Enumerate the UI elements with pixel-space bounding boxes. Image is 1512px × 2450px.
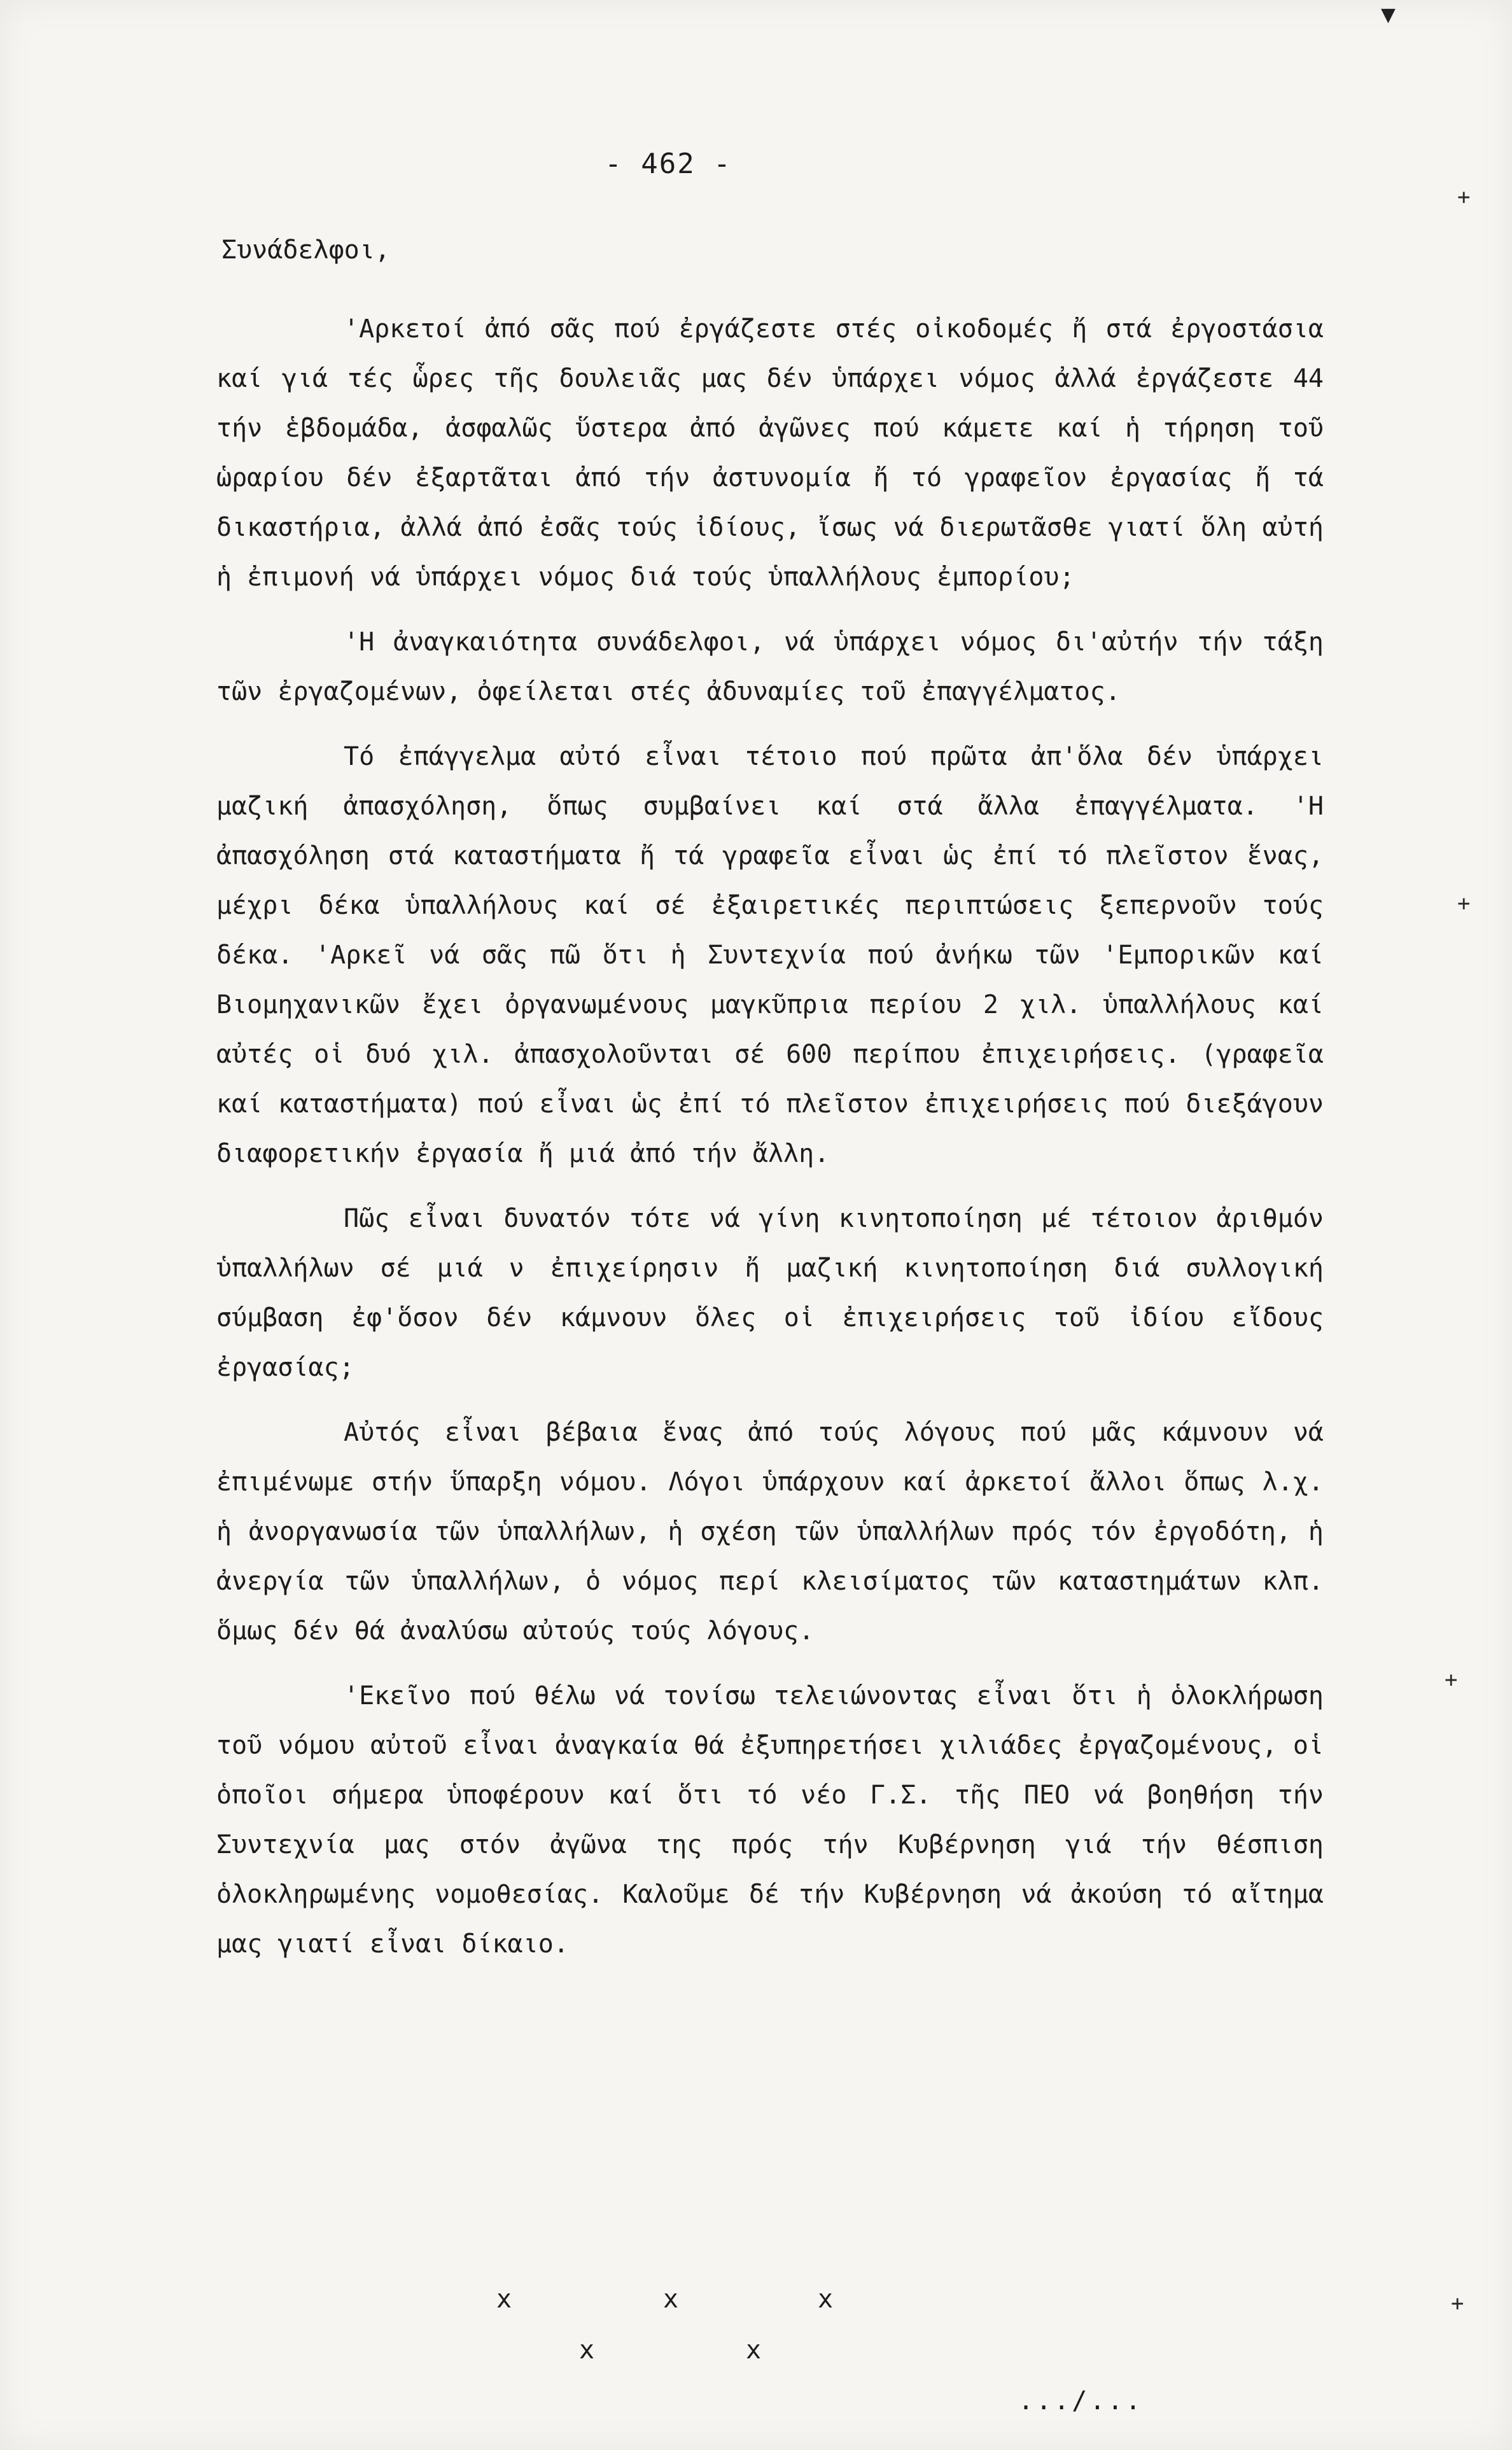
scan-speck: + [1445, 1667, 1458, 1693]
paragraph: 'Η ἀναγκαιότητα συνάδελφοι, νά ὑπάρχει νόμος δι'αὐτήν τήν τάξη τῶν ἐργαζομένων, ὀφείλεται στές ἀδυναμίες τοῦ ἐπαγγέλματος. [216, 627, 1324, 706]
paragraph: Τό ἐπάγγελμα αὐτό εἶναι τέτοιο πού πρῶτα ἀπ'ὅλα δέν ὑπάρχει μαζική ἀπασχόληση, ὅπως συμβαίνει καί στά ἄλλα ἐπαγγέλματα. 'Η ἀπασχόληση στά καταστήματα ἤ τά γραφεῖα εἶναι ὡς ἐπί τό πλεῖστον ἕνας, μέχρι δέκα ὑπαλλήλους καί σέ ἐξαιρετικές περιπτώσεις ξεπερνοῦν τούς δέκα. 'Αρκεῖ νά σᾶς πῶ ὅτι ἡ Συντεχνία πού ἀνήκω τῶν 'Εμπορικῶν καί Βιομηχανικῶν ἔχει ὀργανωμένους μαγκῦπρια περίου 2 χιλ. ὑπαλλήλους καί αὐτές οἱ δυό χιλ. ἀπασχολοῦνται σέ 600 περίπου ἐπιχειρήσεις. (γραφεῖα καί καταστήματα) πού εἶναι ὡς ἐπί τό πλεῖστον ἐπιχειρήσεις πού διεξάγουν διαφορετικήν ἐργασία ἤ μιά ἀπό τήν ἄλλη. [216, 742, 1324, 1168]
separator-mark: x [663, 2285, 679, 2314]
scan-speck: + [1457, 185, 1471, 210]
page-number: - 462 - [605, 148, 732, 180]
paragraph: Αὐτός εἶναι βέβαια ἕνας ἀπό τούς λόγους πού μᾶς κάμνουν νά ἐπιμένωμε στήν ὕπαρξη νόμου. Λόγοι ὑπάρχουν καί ἀρκετοί ἄλλοι ὅπως λ.χ. ἡ ἀνοργανωσία τῶν ὑπαλλήλων, ἡ σχέση τῶν ὑπαλλήλων πρός τόν ἐργοδότη, ἡ ἀνεργία τῶν ὑπαλλήλων, ὁ νόμος περί κλεισίματος τῶν καταστημάτων κλπ. ὅμως δέν θά ἀναλύσω αὐτούς τούς λόγους. [216, 1418, 1324, 1646]
continuation-mark: .../... [1018, 2386, 1144, 2416]
paragraph: 'Εκεῖνο πού θέλω νά τονίσω τελειώνοντας εἶναι ὅτι ἡ ὁλοκλήρωση τοῦ νόμου αὐτοῦ εἶναι ἀναγκαία θά ἐξυπηρετήσει χιλιάδες ἐργαζομένους, οἱ ὁποῖοι σήμερα ὑποφέρουν καί ὅτι τό νέο Γ.Σ. τῆς ΠΕΟ νά βοηθήση τήν Συντεχνία μας στόν ἀγῶνα της πρός τήν Κυβέρνηση γιά τήν θέσπιση ὁλοκληρωμένης νομοθεσίας. Καλοῦμε δέ τήν Κυβέρνηση νά ἀκούση τό αἴτημα μας γιατί εἶναι δίκαιο. [216, 1681, 1324, 1959]
separator-mark: x [579, 2335, 595, 2365]
body-text [216, 304, 1324, 1984]
paragraph: 'Αρκετοί ἀπό σᾶς πού ἐργάζεστε στές οἰκοδομές ἤ στά ἐργοστάσια καί γιά τές ὧρες τῆς δουλειᾶς μας δέν ὑπάρχει νόμος ἀλλά ἐργάζεστε 44 τήν ἑβδομάδα, ἀσφαλῶς ὕστερα ἀπό ἀγῶνες πού κάμετε καί ἡ τήρηση τοῦ ὡραρίου δέν ἐξαρτᾶται ἀπό τήν ἀστυνομία ἤ τό γραφεῖον ἐργασίας ἤ τά δικαστήρια, ἀλλά ἀπό ἐσᾶς τούς ἰδίους, ἴσως νά διερωτᾶσθε γιατί ὅλη αὐτή ἡ ἐπιμονή νά ὑπάρχει νόμος διά τούς ὑπαλλήλους ἐμπορίου; [216, 314, 1324, 592]
scan-speck: + [1457, 891, 1471, 916]
separator-mark: x [818, 2285, 834, 2314]
separator-mark: x [496, 2285, 512, 2314]
separator-mark: x [746, 2335, 762, 2365]
scan-speck: + [1451, 2291, 1464, 2316]
paragraph: Πῶς εἶναι δυνατόν τότε νά γίνη κινητοποίηση μέ τέτοιον ἀριθμόν ὑπαλλήλων σέ μιά ν ἐπιχείρησιν ἤ μαζική κινητοποίηση διά συλλογική σύμβαση ἐφ'ὅσον δέν κάμνουν ὅλες οἱ ἐπιχειρήσεις τοῦ ἰδίου εἴδους ἐργασίας; [216, 1204, 1324, 1382]
salutation: Συνάδελφοι, [221, 235, 390, 265]
scan-corner-mark: ▼ [1381, 0, 1396, 28]
